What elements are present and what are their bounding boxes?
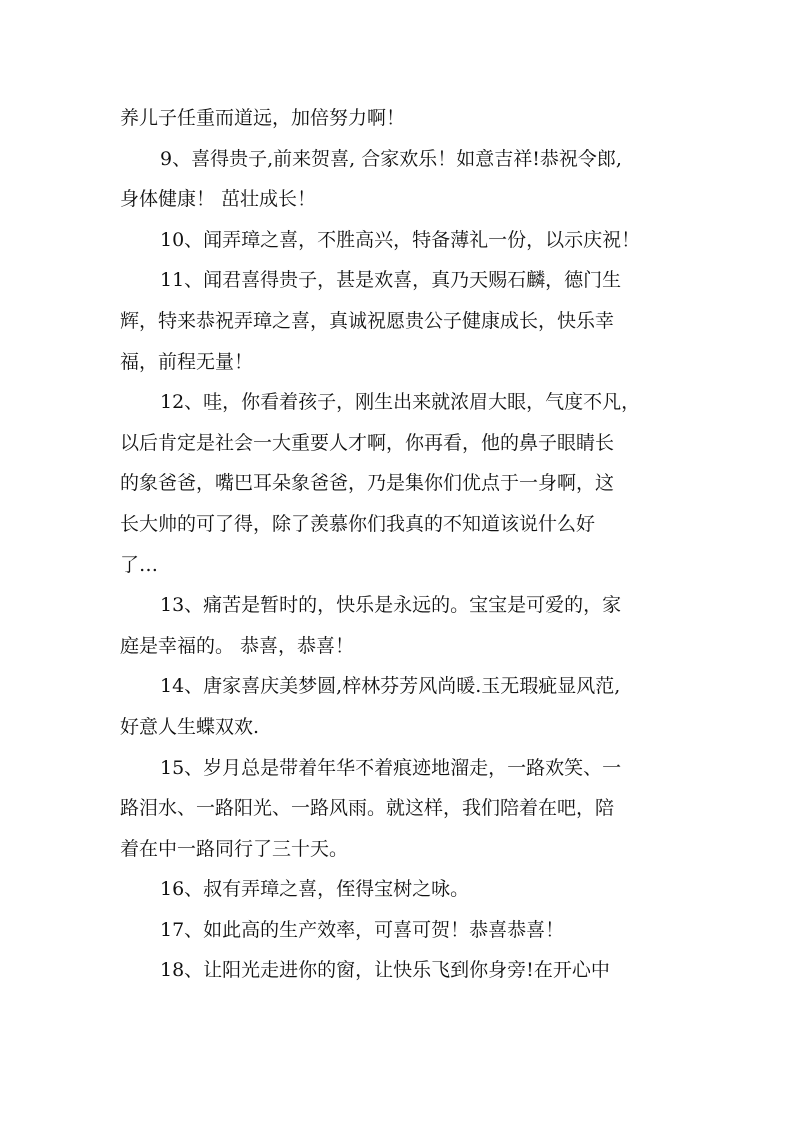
text-line: 16、叔有弄璋之喜，侄得宝树之咏。 [160,878,470,901]
text-line: 13、痛苦是暂时的，快乐是永远的。宝宝是可爱的，家 [160,594,622,617]
text-line: 10、闻弄璋之喜，不胜高兴，特备薄礼一份，以示庆祝！ [160,228,641,251]
text-line: 养儿子任重而道远，加倍努力啊！ [120,107,406,129]
text-line: 路泪水、一路阳光、一路风雨。就这样，我们陪着在吧，陪 [120,797,615,820]
text-line: 庭是幸福的。 恭喜，恭喜！ [120,634,355,657]
text-line: 好意人生蝶双欢. [120,715,260,738]
document-body [120,98,680,991]
text-line: 17、如此高的生产效率，可喜可贺！恭喜恭喜！ [160,918,565,941]
text-line: 11、闻君喜得贵子，甚是欢喜，真乃天赐石麟，德门生 [160,269,622,292]
text-line: 身体健康！ 茁壮成长！ [120,188,317,211]
text-line: 以后肯定是社会一大重要人才啊，你再看，他的鼻子眼睛长 [120,431,615,454]
text-line: 12、哇，你看着孩子，刚生出来就浓眉大眼，气度不凡， [160,391,641,414]
text-line: 着在中一路同行了三十天。 [120,837,349,860]
text-line: 辉，特来恭祝弄璋之喜，真诚祝愿贵公子健康成长，快乐幸 [120,309,615,332]
text-line: 的象爸爸，嘴巴耳朵象爸爸，乃是集你们优点于一身啊，这 [120,472,615,495]
text-line: 了… [120,553,159,576]
text-line: 福，前程无量！ [120,350,254,373]
text-line: 15、岁月总是带着年华不着痕迹地溜走，一路欢笑、一 [160,756,622,779]
text-line: 9、喜得贵子,前来贺喜, 合家欢乐！如意吉祥!恭祝令郎, [160,147,622,170]
text-line: 18、让阳光走进你的窗，让快乐飞到你身旁!在开心中 [160,959,610,982]
text-line: 14、唐家喜庆美梦圆,梓林芬芳风尚暖.玉无瑕疵显风范, [160,675,621,698]
text-line: 长大帅的可了得，除了羡慕你们我真的不知道该说什么好 [120,512,596,535]
